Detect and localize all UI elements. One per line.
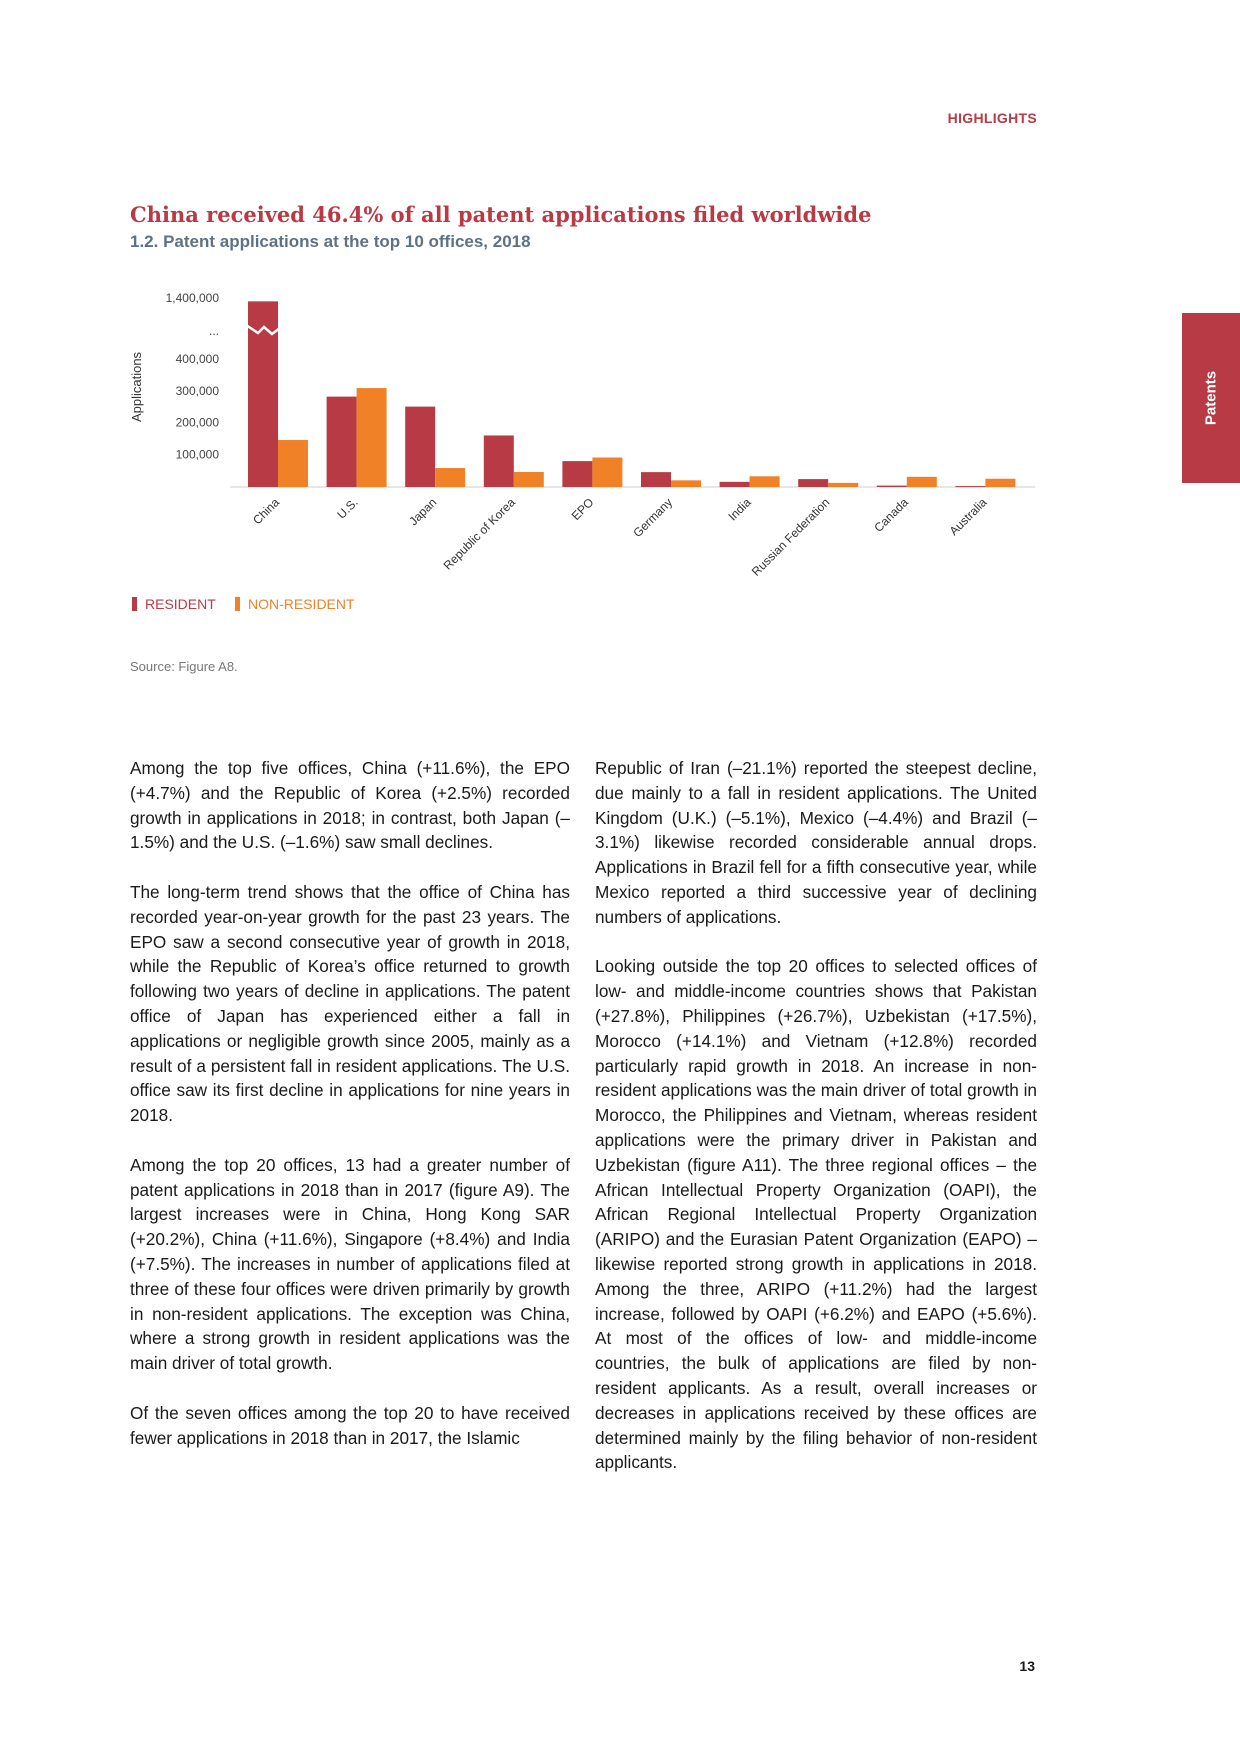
category-label: EPO <box>568 495 597 524</box>
paragraph: Republic of Iran (–21.1%) reported the steepest decline, due mainly to a fall in resident applications. The United Kingdom (U.K.) (–5.1%), Mexico (–4.4%) and Brazil (–3.1%) likewise recorded considerable annual drops. Applications in Brazil fell for a fifth consecutive year, while Mexico reported a third successive year of declining numbers of applications. <box>595 758 1037 927</box>
category-label: Russian Federation <box>748 495 833 579</box>
legend-resident-swatch <box>132 597 137 611</box>
y-tick-label: 100,000 <box>175 447 219 462</box>
figure-source: Source: Figure A8. <box>130 659 238 674</box>
paragraph: Among the top five offices, China (+11.6%), the EPO (+4.7%) and the Republic of Korea (+2.5%) recorded growth in applications in 2018; in contrast, both Japan (–1.5%) and the U.S. (–1.6%) saw small declines. <box>130 758 570 853</box>
bar-nonresident <box>592 458 622 487</box>
figure-subtitle: 1.2. Patent applications at the top 10 offices, 2018 <box>130 232 531 251</box>
y-tick-label-top: 1,400,000 <box>165 291 219 305</box>
category-label: Republic of Korea <box>440 495 518 573</box>
legend-resident-label: RESIDENT <box>145 596 216 612</box>
bar-nonresident <box>750 476 780 487</box>
y-tick-label: 200,000 <box>175 415 219 430</box>
paragraph: Looking outside the top 20 offices to selected offices of low- and middle-income countries shows that Pakistan (+27.8%), Philippines (+26.7%), Uzbekistan (+17.5%), Morocco (+14.1%) and Vietnam (+12.8%) recorded particularly rapid growth in 2018. An increase in non-resident applications was the main driver of total growth in Morocco, the Philippines and Vietnam, whereas resident applications were the primary driver in Pakistan and Uzbekistan (figure A11). The three regional offices – the African Intellectual Property Organization (OAPI), the African Regional Intellectual Property Organization (ARIPO) and the Eurasian Patent Organization (EAPO) – likewise reported strong growth in applications in 2018. Among the three, ARIPO (+11.2%) had the largest increase, followed by OAPI (+6.2%) and EAPO (+5.6%). At most of the offices of low- and middle-income countries, the bulk of applications are filed by non-resident applicants. As a result, overall increases or decreases in applications received by these offices are determined mainly by the filing behavior of non-resident applicants. <box>595 956 1037 1473</box>
bar-resident <box>484 435 514 487</box>
category-label: Japan <box>406 495 440 529</box>
category-label: Australia <box>946 495 990 539</box>
bar-nonresident <box>435 468 465 487</box>
page-number: 13 <box>1019 1658 1035 1674</box>
bar-nonresident <box>828 483 858 487</box>
y-tick-label: 400,000 <box>175 352 219 367</box>
paragraph: Among the top 20 offices, 13 had a greater number of patent applications in 2018 than in 2017 (figure A9). The largest increases were in China, Hong Kong SAR (+20.2%), China (+11.6%), Singapore (+8.4%) and India (+7.5%). The increases in number of applications filed at three of these four offices were driven primarily by growth in non-resident applications. The exception was China, where a strong growth in resident applications was the main driver of total growth. <box>130 1154 570 1374</box>
bar-resident <box>955 486 985 487</box>
category-label: Germany <box>630 495 676 541</box>
bar-resident <box>798 479 828 487</box>
bar-nonresident <box>278 440 308 487</box>
category-label: China <box>250 495 283 528</box>
legend-nonresident-swatch <box>235 597 240 611</box>
y-axis-label: Applications <box>129 351 144 423</box>
text-column-left <box>130 756 570 1475</box>
bar-resident <box>405 407 435 487</box>
side-tab-label: Patents <box>1202 370 1220 426</box>
legend-nonresident-label: NON-RESIDENT <box>248 596 355 612</box>
section-label: HIGHLIGHTS <box>947 110 1037 126</box>
bar-resident <box>641 472 671 487</box>
category-label: U.S. <box>334 495 361 522</box>
bar-nonresident <box>985 479 1015 487</box>
text-column-right <box>595 756 1037 1500</box>
legend-nonresident <box>235 596 355 612</box>
bar-resident <box>562 461 592 487</box>
bar-nonresident <box>671 480 701 487</box>
category-label: India <box>725 495 754 524</box>
y-tick-label-break: ... <box>208 324 219 338</box>
bar-nonresident <box>357 388 387 487</box>
bar-resident <box>327 397 357 487</box>
bar-nonresident <box>907 477 937 487</box>
category-label: Canada <box>871 495 911 535</box>
bar-nonresident <box>514 472 544 487</box>
paragraph: Of the seven offices among the top 20 to have received fewer applications in 2018 than in 2017, the Islamic <box>130 1402 570 1448</box>
bar-resident <box>720 482 750 487</box>
bar-resident <box>877 486 907 487</box>
paragraph: The long-term trend shows that the office of China has recorded year-on-year growth for the past 23 years. The EPO saw a second consecutive year of growth in 2018, while the Republic of Korea’s office returned to growth following two years of decline in applications. The patent office of Japan has experienced either a fall in applications or negligible growth since 2005, mainly as a result of a persistent fall in resident applications. The U.S. office saw its first decline in applications for nine years in 2018. <box>130 881 570 1126</box>
y-tick-label: 300,000 <box>175 383 219 398</box>
bar-chart <box>0 0 1240 600</box>
figure-title: China received 46.4% of all patent applications filed worldwide <box>130 202 872 227</box>
legend-resident <box>132 596 216 612</box>
